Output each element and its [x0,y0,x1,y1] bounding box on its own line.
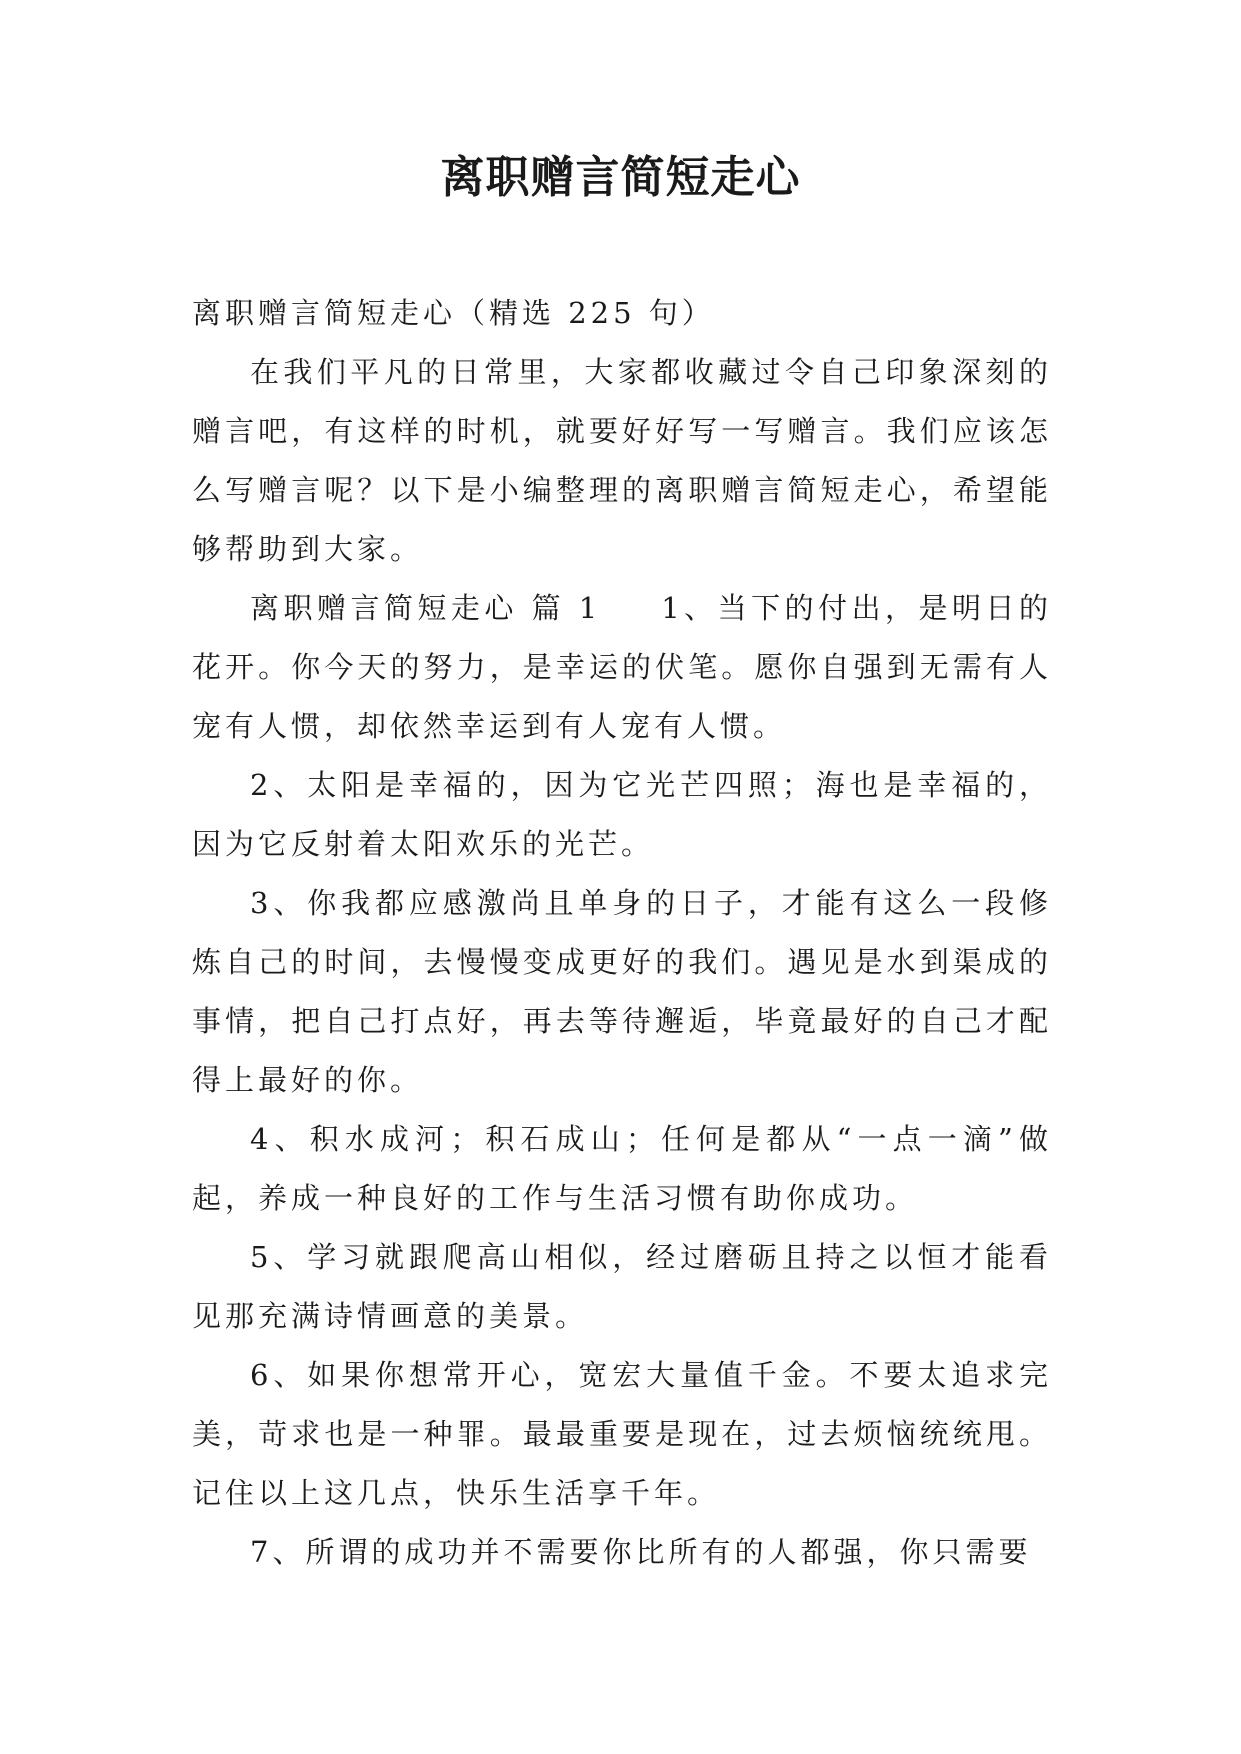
section-paragraph [192,579,1052,756]
list-item: 4、积水成河；积石成山；任何是都从“一点一滴”做起，养成一种良好的工作与生活习惯有助你成功。 [192,1122,1052,1215]
document-body [192,284,1052,1582]
list-item: 5、学习就跟爬高山相似，经过磨砺且持之以恒才能看见那充满诗情画意的美景。 [192,1240,1052,1333]
section-heading: 离职赠言简短走心 篇 1 [250,591,602,625]
list-item: 7、所谓的成功并不需要你比所有的人都强，你只需要 [250,1535,1032,1569]
document-title: 离职赠言简短走心 [440,152,801,203]
intro-paragraph: 在我们平凡的日常里，大家都收藏过令自己印象深刻的赠言吧，有这样的时机，就要好好写一写赠言。我们应该怎么写赠言呢？以下是小编整理的离职赠言简短走心，希望能够帮助到大家。 [192,355,1052,566]
list-item: 6、如果你想常开心，宽宏大量值千金。不要太追求完美，苛求也是一种罪。最最重要是现在，过去烦恼统统甩。记住以上这几点，快乐生活享千年。 [192,1358,1052,1510]
list-item: 2、太阳是幸福的，因为它光芒四照；海也是幸福的，因为它反射着太阳欢乐的光芒。 [192,768,1052,861]
list-item: 1、当下的付出，是明日的花开。你今天的努力，是幸运的伏笔。愿你自强到无需有人宠有人惯，却依然幸运到有人宠有人惯。 [192,591,1052,743]
list-item: 3、你我都应感激尚且单身的日子，才能有这么一段修炼自己的时间，去慢慢变成更好的我们。遇见是水到渠成的事情，把自己打点好，再去等待邂逅，毕竟最好的自己才配得上最好的你。 [192,886,1052,1097]
document-subtitle: 离职赠言简短走心（精选 225 句） [192,296,715,330]
